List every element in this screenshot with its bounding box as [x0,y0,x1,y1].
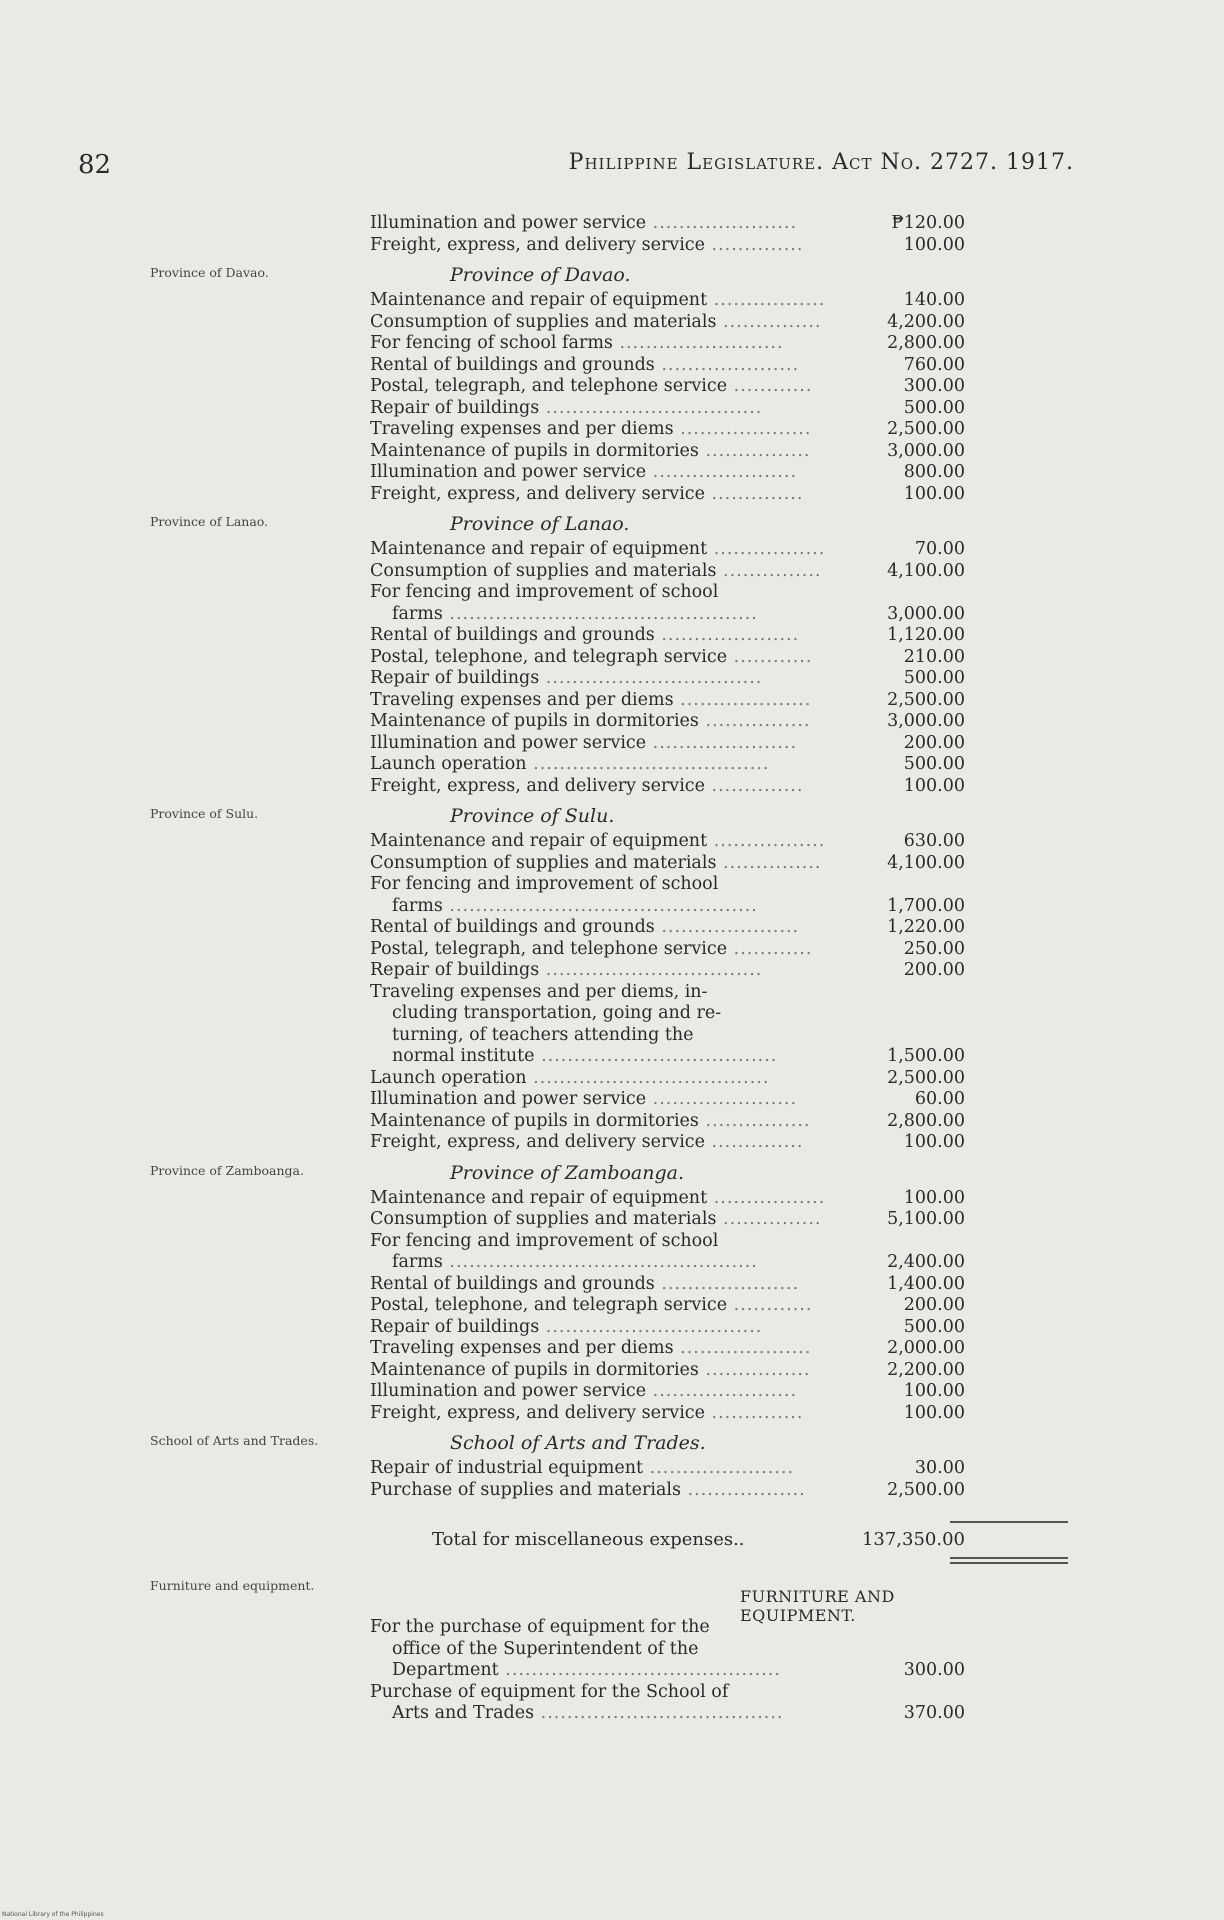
line-item-amount: 210.00 [903,646,965,667]
line-item [150,1187,965,1210]
line-item [150,754,965,776]
line-item-text: Postal, telegraph, and telephone service ............ [370,376,813,396]
line-item-text: turning, of teachers attending the [392,1024,694,1045]
line-item-amount: 100.00 [903,775,965,796]
line-item [150,1295,965,1317]
total-row [150,1507,965,1567]
line-item-text: Illumination and power service ...................... [370,1381,798,1401]
line-item [150,938,965,961]
line-item [150,1003,950,1025]
leader-dots: .............. [704,483,804,504]
leader-dots: ..................... [654,625,800,645]
line-item-text: Illumination and power service ...................... [370,462,798,482]
line-item [150,290,965,312]
line-item-text: Maintenance of pupils in dormitories ................ [370,440,811,461]
total-amount: 137,350.00 [861,1529,965,1550]
line-item [150,1110,965,1133]
line-item-text: Maintenance of pupils in dormitories ................ [370,1359,811,1380]
line-item-text: Rental of buildings and grounds ..................... [370,917,800,937]
line-item-text: Maintenance of pupils in dormitories ................ [370,1110,811,1131]
line-item-text: normal institute .................................... [392,1046,778,1066]
line-item [150,646,965,669]
line-item-amount: 500.00 [903,668,965,688]
line-item-text: Repair of buildings ................................. [370,1316,763,1337]
line-item-amount: 100.00 [903,1187,965,1208]
page-header [78,150,1074,184]
section-heading [150,1428,950,1458]
line-item-text: Consumption of supplies and materials ............... [370,852,822,873]
line-item-amount: 100.00 [903,234,965,255]
leader-dots: ................................. [539,668,763,688]
leader-dots: ...................... [646,213,798,233]
line-item-text: Consumption of supplies and materials ............... [370,1209,822,1229]
total-label: Total for miscellaneous expenses.. [432,1529,745,1550]
line-item [150,333,965,355]
section-heading [150,801,950,831]
line-item [150,483,965,506]
leader-dots: ................. [707,539,826,559]
line-item-text: For fencing and improvement of school [370,874,719,894]
section-heading [150,260,950,290]
section-title: Province of Sulu. [450,805,615,827]
line-item-amount: 1,220.00 [887,917,965,937]
line-item [150,982,950,1004]
line-item-text: Postal, telegraph, and telephone service ............ [370,938,813,959]
section-title: Province of Zamboanga. [450,1161,685,1184]
section-title: Province of Davao. [450,264,631,286]
line-item-text: Postal, telephone, and telegraph service ............ [370,1295,813,1315]
line-item-amount: 2,800.00 [887,1110,965,1131]
line-item-amount: 2,200.00 [887,1359,965,1380]
line-item-text: For fencing of school farms ......................... [370,333,784,353]
line-item [150,1703,965,1725]
line-item [150,831,965,853]
line-item-text: Illumination and power service ...................... [370,213,798,233]
leader-dots: ......................... [612,333,784,353]
leader-dots: ................ [698,440,811,461]
line-item-text: Repair of buildings ................................. [370,668,763,688]
line-item-text: Postal, telephone, and telegraph service ............ [370,646,813,667]
leader-dots: ...................... [643,1458,795,1478]
leader-dots: ...................... [646,732,798,753]
line-item [150,311,965,334]
line-item-amount: 1,700.00 [887,895,965,916]
leader-dots: .................................... [526,1067,770,1088]
line-item-text: Repair of buildings ................................. [370,397,763,418]
line-item [150,419,965,441]
line-item-amount: 760.00 [903,354,965,375]
leader-dots: ............... [716,311,822,332]
leader-dots: .................................... [534,1046,778,1066]
line-item [150,689,965,712]
line-item [150,539,965,561]
line-item-amount: 100.00 [903,1381,965,1401]
line-item-text: Maintenance and repair of equipment ................. [370,831,826,851]
line-item-amount: 60.00 [914,1089,965,1109]
line-item [150,1273,965,1296]
line-item [150,1067,965,1090]
line-item-amount: 4,100.00 [887,560,965,581]
line-item-amount: 500.00 [903,397,965,418]
line-item [150,1025,950,1047]
line-item [150,1479,965,1502]
line-item-amount: 2,800.00 [887,333,965,353]
line-item-text: farms ............................................... [392,895,758,916]
line-item [150,960,965,982]
line-item-amount: 300.00 [903,1660,965,1680]
line-item-text: Illumination and power service ...................... [370,732,798,753]
line-item-amount: 200.00 [903,1295,965,1315]
line-item [150,852,965,875]
line-item [150,213,965,235]
page-number: 82 [78,150,112,180]
line-item-amount: 1,120.00 [887,625,965,645]
leader-dots: ...................... [646,462,798,482]
leader-dots: .............. [704,775,804,796]
line-item [150,603,965,626]
furniture-title: FURNITURE AND EQUIPMENT. [740,1587,895,1625]
margin-note: School of Arts and Trades. [150,1433,319,1448]
leader-dots: ............... [716,852,822,873]
leader-dots: ..................................... [534,1703,784,1723]
line-item-amount: 4,100.00 [887,852,965,873]
line-item-text: farms ............................................... [392,603,758,624]
line-item [150,1046,965,1068]
leader-dots: ................................. [539,397,763,418]
line-item-text: Repair of buildings ................................. [370,960,763,980]
line-item-amount: 100.00 [903,1132,965,1152]
line-item-text: Purchase of equipment for the School of [370,1681,729,1702]
line-item-amount: 3,000.00 [887,440,965,461]
line-item [150,1316,965,1339]
line-item-text: Traveling expenses and per diems .................... [370,419,812,439]
line-item-amount: 200.00 [903,732,965,753]
margin-note: Furniture and equipment. [150,1578,315,1593]
line-item-amount: 2,000.00 [887,1338,965,1358]
margin-note: Province of Zamboanga. [150,1162,304,1178]
line-item-amount: 2,400.00 [887,1252,965,1272]
line-item [150,376,965,398]
line-item-text: Consumption of supplies and materials ............... [370,311,822,332]
section-title: School of Arts and Trades. [450,1432,706,1454]
leader-dots: ............................................... [442,895,758,916]
leader-dots: ................. [707,1187,826,1208]
line-item-amount: 100.00 [903,483,965,504]
line-item-text: Repair of industrial equipment ...................... [370,1458,795,1478]
leader-dots: .................... [673,1338,812,1358]
leader-dots: .................... [673,689,812,710]
line-item-text: Freight, express, and delivery service .............. [370,234,804,255]
line-item [150,560,965,583]
line-item [150,668,965,690]
line-item-text: cluding transportation, going and re- [392,1003,722,1023]
line-item [150,1089,965,1111]
leader-dots: ...................... [646,1381,798,1401]
leader-dots: ............ [727,376,813,396]
line-item-amount: 30.00 [914,1458,965,1478]
line-item [150,1132,965,1154]
line-item-text: Freight, express, and delivery service .............. [370,775,804,796]
leader-dots: ..................... [654,917,800,937]
leader-dots: ................. [707,831,826,851]
line-item-text: Rental of buildings and grounds ..................... [370,1273,800,1294]
leader-dots: ................. [707,290,826,310]
margin-note: Province of Lanao. [150,514,269,529]
leader-dots: ............................................... [442,603,758,624]
line-item-text: Rental of buildings and grounds ..................... [370,354,800,375]
leader-dots: ............ [727,1295,813,1315]
leader-dots: ............ [727,646,813,667]
line-item-text: Rental of buildings and grounds ..................... [370,625,800,645]
leader-dots: ................ [698,1359,811,1380]
margin-note: Province of Sulu. [150,806,259,821]
leader-dots: .................... [673,419,812,439]
line-item-amount: 200.00 [903,960,965,980]
leader-dots: ...................... [646,1089,798,1109]
line-item-amount: 70.00 [914,539,965,559]
line-item-amount: 3,000.00 [887,711,965,731]
margin-note: Province of Davao. [150,265,269,280]
line-item [150,1338,965,1360]
line-item [150,462,965,484]
line-item [150,1231,950,1253]
section-heading [150,1158,950,1188]
line-item-amount: 500.00 [903,754,965,774]
line-item [150,1359,965,1382]
leader-dots: ................................. [539,960,763,980]
line-item [150,874,950,896]
line-item [150,1458,965,1480]
leader-dots: ............... [716,560,822,581]
line-item-amount: 250.00 [903,938,965,959]
line-item-amount: 300.00 [903,376,965,396]
leader-dots: ................ [698,711,811,731]
line-item-text: Maintenance and repair of equipment ................. [370,1187,826,1208]
line-item [150,1617,950,1639]
line-item-amount: 800.00 [903,462,965,482]
leader-dots: .......................................... [498,1660,781,1680]
line-item [150,1252,965,1274]
line-item-text: Arts and Trades ..................................... [392,1703,784,1723]
section-heading [150,509,950,539]
line-item [150,1639,950,1661]
leader-dots: ................................. [539,1316,763,1337]
line-item-amount: 2,500.00 [887,419,965,439]
line-item-text: For fencing and improvement of school [370,582,719,602]
line-item-text: For the purchase of equipment for the [370,1617,710,1637]
line-item-text: office of the Superintendent of the [392,1638,699,1659]
line-item-text: Illumination and power service ...................... [370,1089,798,1109]
line-item [150,582,950,604]
line-item-amount: 1,400.00 [887,1273,965,1294]
line-item-text: Maintenance of pupils in dormitories ................ [370,711,811,731]
leader-dots: ............ [727,938,813,959]
furniture-heading [150,1567,950,1625]
line-item [150,1209,965,1231]
sum-rule [950,1521,1068,1523]
line-item-text: Maintenance and repair of equipment ................. [370,539,826,559]
line-item-amount: ₱120.00 [891,213,965,233]
line-item-amount: 3,000.00 [887,603,965,624]
line-item [150,1660,965,1682]
line-item-text: farms ............................................... [392,1252,758,1272]
line-item [150,1682,950,1704]
leader-dots: .............. [704,1132,804,1152]
leader-dots: .............. [704,1402,804,1423]
line-item [150,234,965,257]
leader-dots: ..................... [654,1273,800,1294]
line-item-amount: 2,500.00 [887,1067,965,1088]
line-item-text: Maintenance and repair of equipment ................. [370,290,826,310]
section-title: Province of Lanao. [450,513,630,535]
footer-credit: National Library of the Philippines [2,1911,104,1918]
line-item-text: Consumption of supplies and materials ............... [370,560,822,581]
leader-dots: ............................................... [442,1252,758,1272]
leader-dots: .................. [681,1479,806,1500]
line-item-text: Traveling expenses and per diems .................... [370,1338,812,1358]
line-item-amount: 2,500.00 [887,689,965,710]
line-item-amount: 500.00 [903,1316,965,1337]
line-item [150,895,965,918]
line-item-text: For fencing and improvement of school [370,1230,719,1251]
line-item [150,440,965,463]
leader-dots: ................ [698,1110,811,1131]
line-item-text: Launch operation .................................... [370,1067,770,1088]
line-item-amount: 370.00 [903,1703,965,1723]
appropriations-list [150,213,965,1725]
line-item [150,711,965,733]
line-item [150,625,965,647]
running-head: Philippine Legislature. Act No. 2727. 1917. [568,150,1074,175]
line-item [150,397,965,420]
line-item-amount: 140.00 [903,290,965,310]
line-item-text: Traveling expenses and per diems, in- [370,981,708,1002]
leader-dots: ............... [716,1209,822,1229]
double-rule-top [950,1557,1068,1559]
line-item [150,1381,965,1403]
line-item-text: Freight, express, and delivery service .............. [370,1132,804,1152]
line-item-amount: 100.00 [903,1402,965,1423]
line-item-amount: 5,100.00 [887,1209,965,1229]
line-item-text: Purchase of supplies and materials .................. [370,1479,806,1500]
line-item-amount: 4,200.00 [887,311,965,332]
line-item [150,917,965,939]
leader-dots: ..................... [654,354,800,375]
line-item [150,354,965,377]
line-item-text: Launch operation .................................... [370,754,770,774]
double-rule-bottom [950,1562,1068,1564]
line-item-amount: 1,500.00 [887,1046,965,1066]
line-item [150,732,965,755]
line-item-text: Traveling expenses and per diems .................... [370,689,812,710]
line-item [150,775,965,798]
line-item-text: Freight, express, and delivery service .............. [370,1402,804,1423]
leader-dots: .............. [704,234,804,255]
leader-dots: .................................... [526,754,770,774]
line-item [150,1402,965,1425]
line-item-text: Freight, express, and delivery service .............. [370,483,804,504]
line-item-amount: 2,500.00 [887,1479,965,1500]
line-item-amount: 630.00 [903,831,965,851]
line-item-text: Department .......................................... [392,1660,781,1680]
